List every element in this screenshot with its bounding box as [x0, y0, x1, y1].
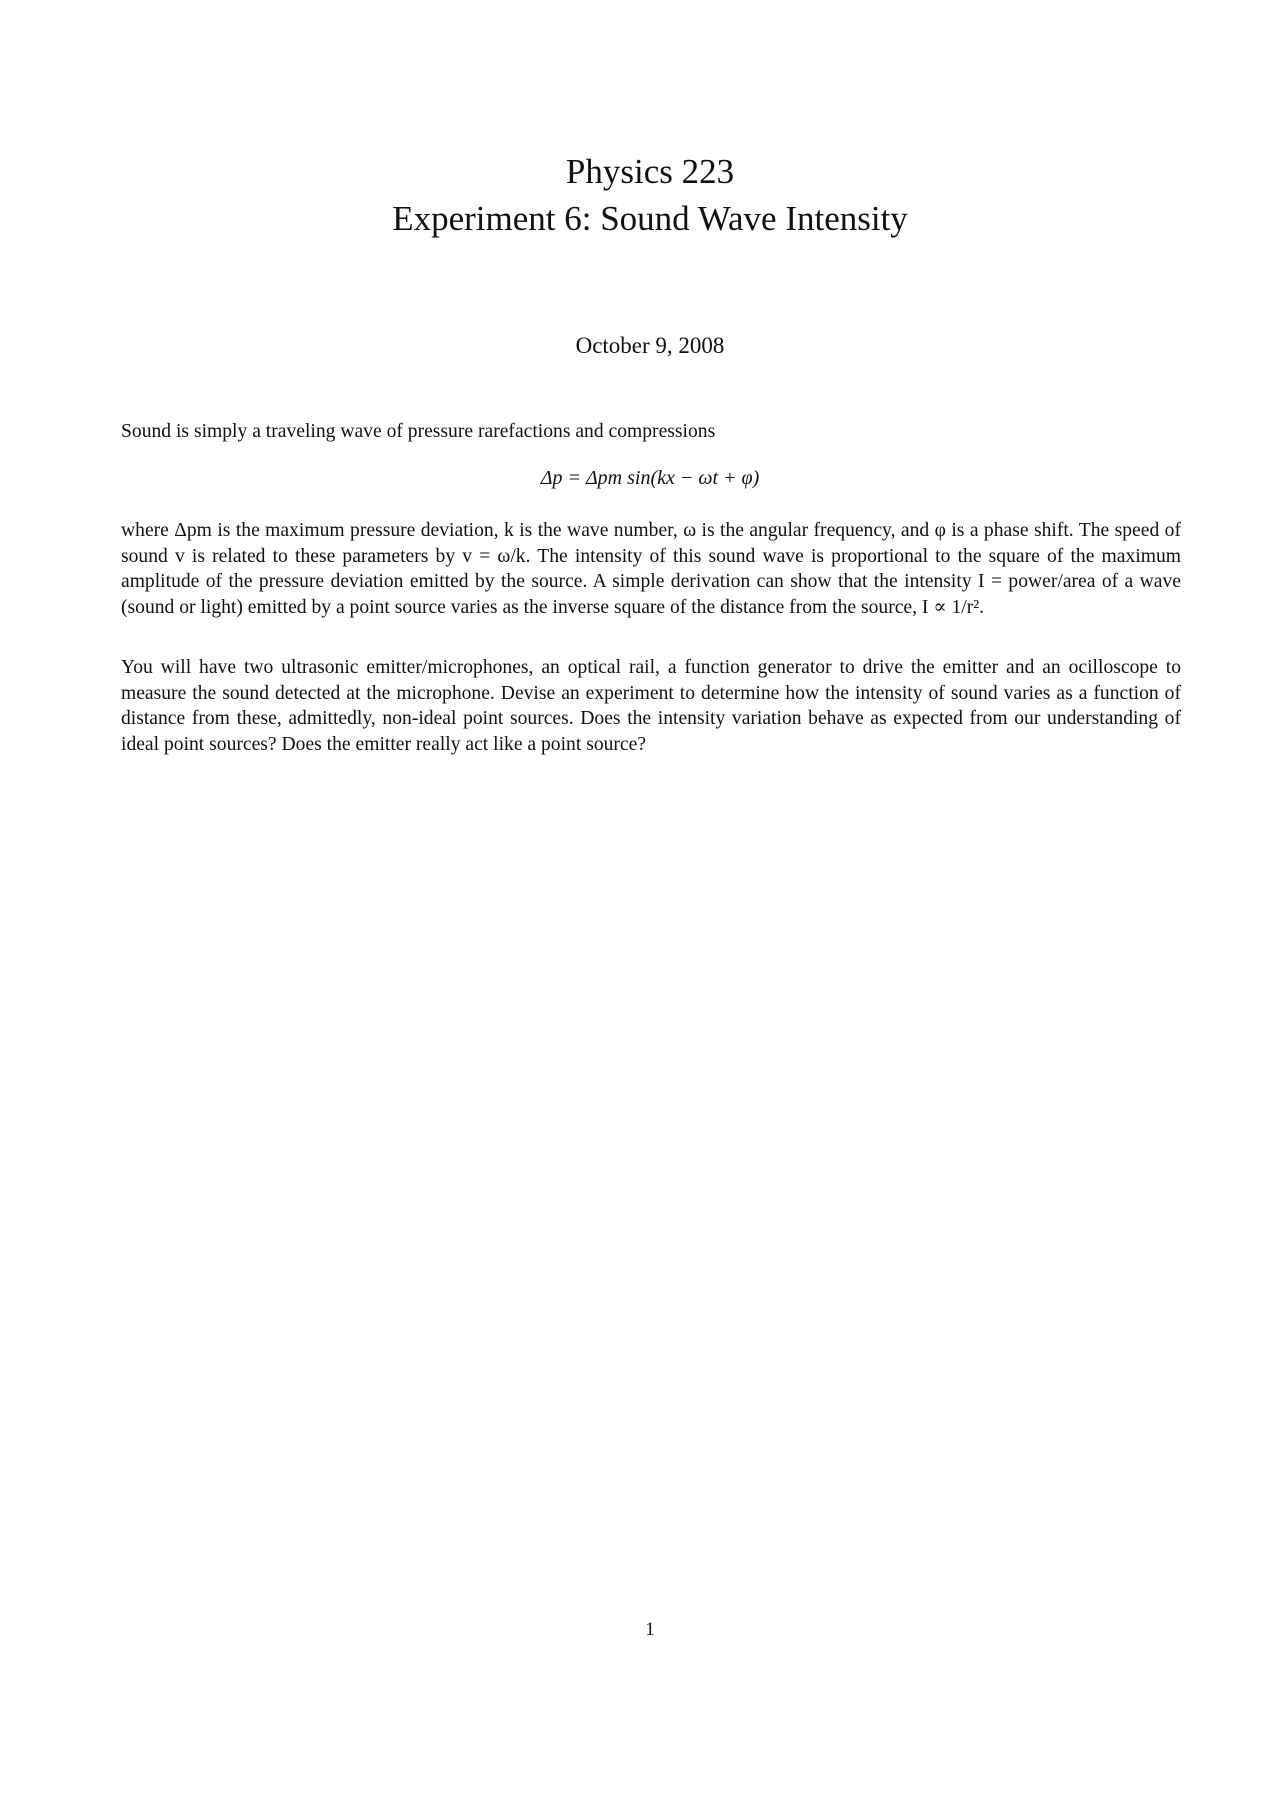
definitions-paragraph: where Δpm is the maximum pressure deviation, k is the wave number, ω is the angular frequency, and φ is a phase shift. The speed of sound v is related to these parameters by v = ω/k. The intensity of this sound wave is proportional to the square of the maximum amplitude of the pressure deviation emitted by the source. A simple derivation can show that the intensity I = power/area of a wave (sound or light) emitted by a point source varies as the inverse square of the distance from the source, I ∝ 1/r².: [121, 520, 1181, 618]
instructions-paragraph: You will have two ultrasonic emitter/microphones, an optical rail, a function generator to drive the emitter and an ocilloscope to measure the sound detected at the microphone. Devise an experiment to determine how the intensity of sound varies as a function of distance from these, admittedly, non-ideal point sources. Does the intensity variation behave as expected from our understanding of ideal point sources? Does the emitter really act like a point source?: [121, 657, 1181, 755]
pressure-wave-equation: [0, 464, 1280, 492]
document-title: [0, 148, 1280, 242]
intro-paragraph: Sound is simply a traveling wave of pressure rarefactions and compressions: [121, 421, 716, 442]
title-experiment: Experiment 6: Sound Wave Intensity: [392, 199, 908, 238]
equation-text: Δp = Δpm sin(kx − ωt + φ): [540, 467, 760, 489]
document-date: October 9, 2008: [575, 333, 725, 358]
page-number: 1: [645, 1619, 655, 1640]
title-course: Physics 223: [565, 152, 735, 191]
